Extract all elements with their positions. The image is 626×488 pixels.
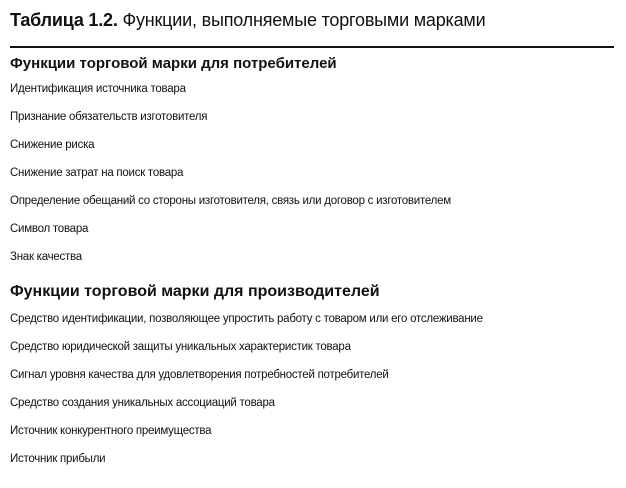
table-caption-text: Функции, выполняемые торговыми марками bbox=[122, 10, 486, 30]
consumer-item: Знак качества bbox=[10, 251, 82, 263]
table-caption bbox=[10, 8, 618, 36]
consumer-item: Идентификация источника товара bbox=[10, 83, 186, 95]
producer-section-title: Функции торговой марки для производителей bbox=[10, 283, 380, 300]
table-caption-label: Таблица 1.2. bbox=[10, 10, 118, 30]
consumer-item: Определение обещаний со стороны изготовителя, связь или договор с изготовителем bbox=[10, 195, 451, 207]
consumer-item: Символ товара bbox=[10, 223, 89, 235]
producer-item: Сигнал уровня качества для удовлетворения потребностей потребителей bbox=[10, 369, 389, 381]
consumer-item: Снижение затрат на поиск товара bbox=[10, 167, 184, 179]
consumer-item: Признание обязательств изготовителя bbox=[10, 111, 208, 123]
header-rule bbox=[10, 46, 614, 48]
producer-item: Средство идентификации, позволяющее упростить работу с товаром или его отслеживание bbox=[10, 313, 483, 325]
producer-item: Источник прибыли bbox=[10, 453, 106, 465]
consumer-item: Снижение риска bbox=[10, 139, 95, 151]
consumer-section-title: Функции торговой марки для потребителей bbox=[10, 55, 337, 72]
producer-item: Источник конкурентного преимущества bbox=[10, 425, 212, 437]
producer-item: Средство создания уникальных ассоциаций товара bbox=[10, 397, 275, 409]
producer-item: Средство юридической защиты уникальных характеристик товара bbox=[10, 341, 351, 353]
